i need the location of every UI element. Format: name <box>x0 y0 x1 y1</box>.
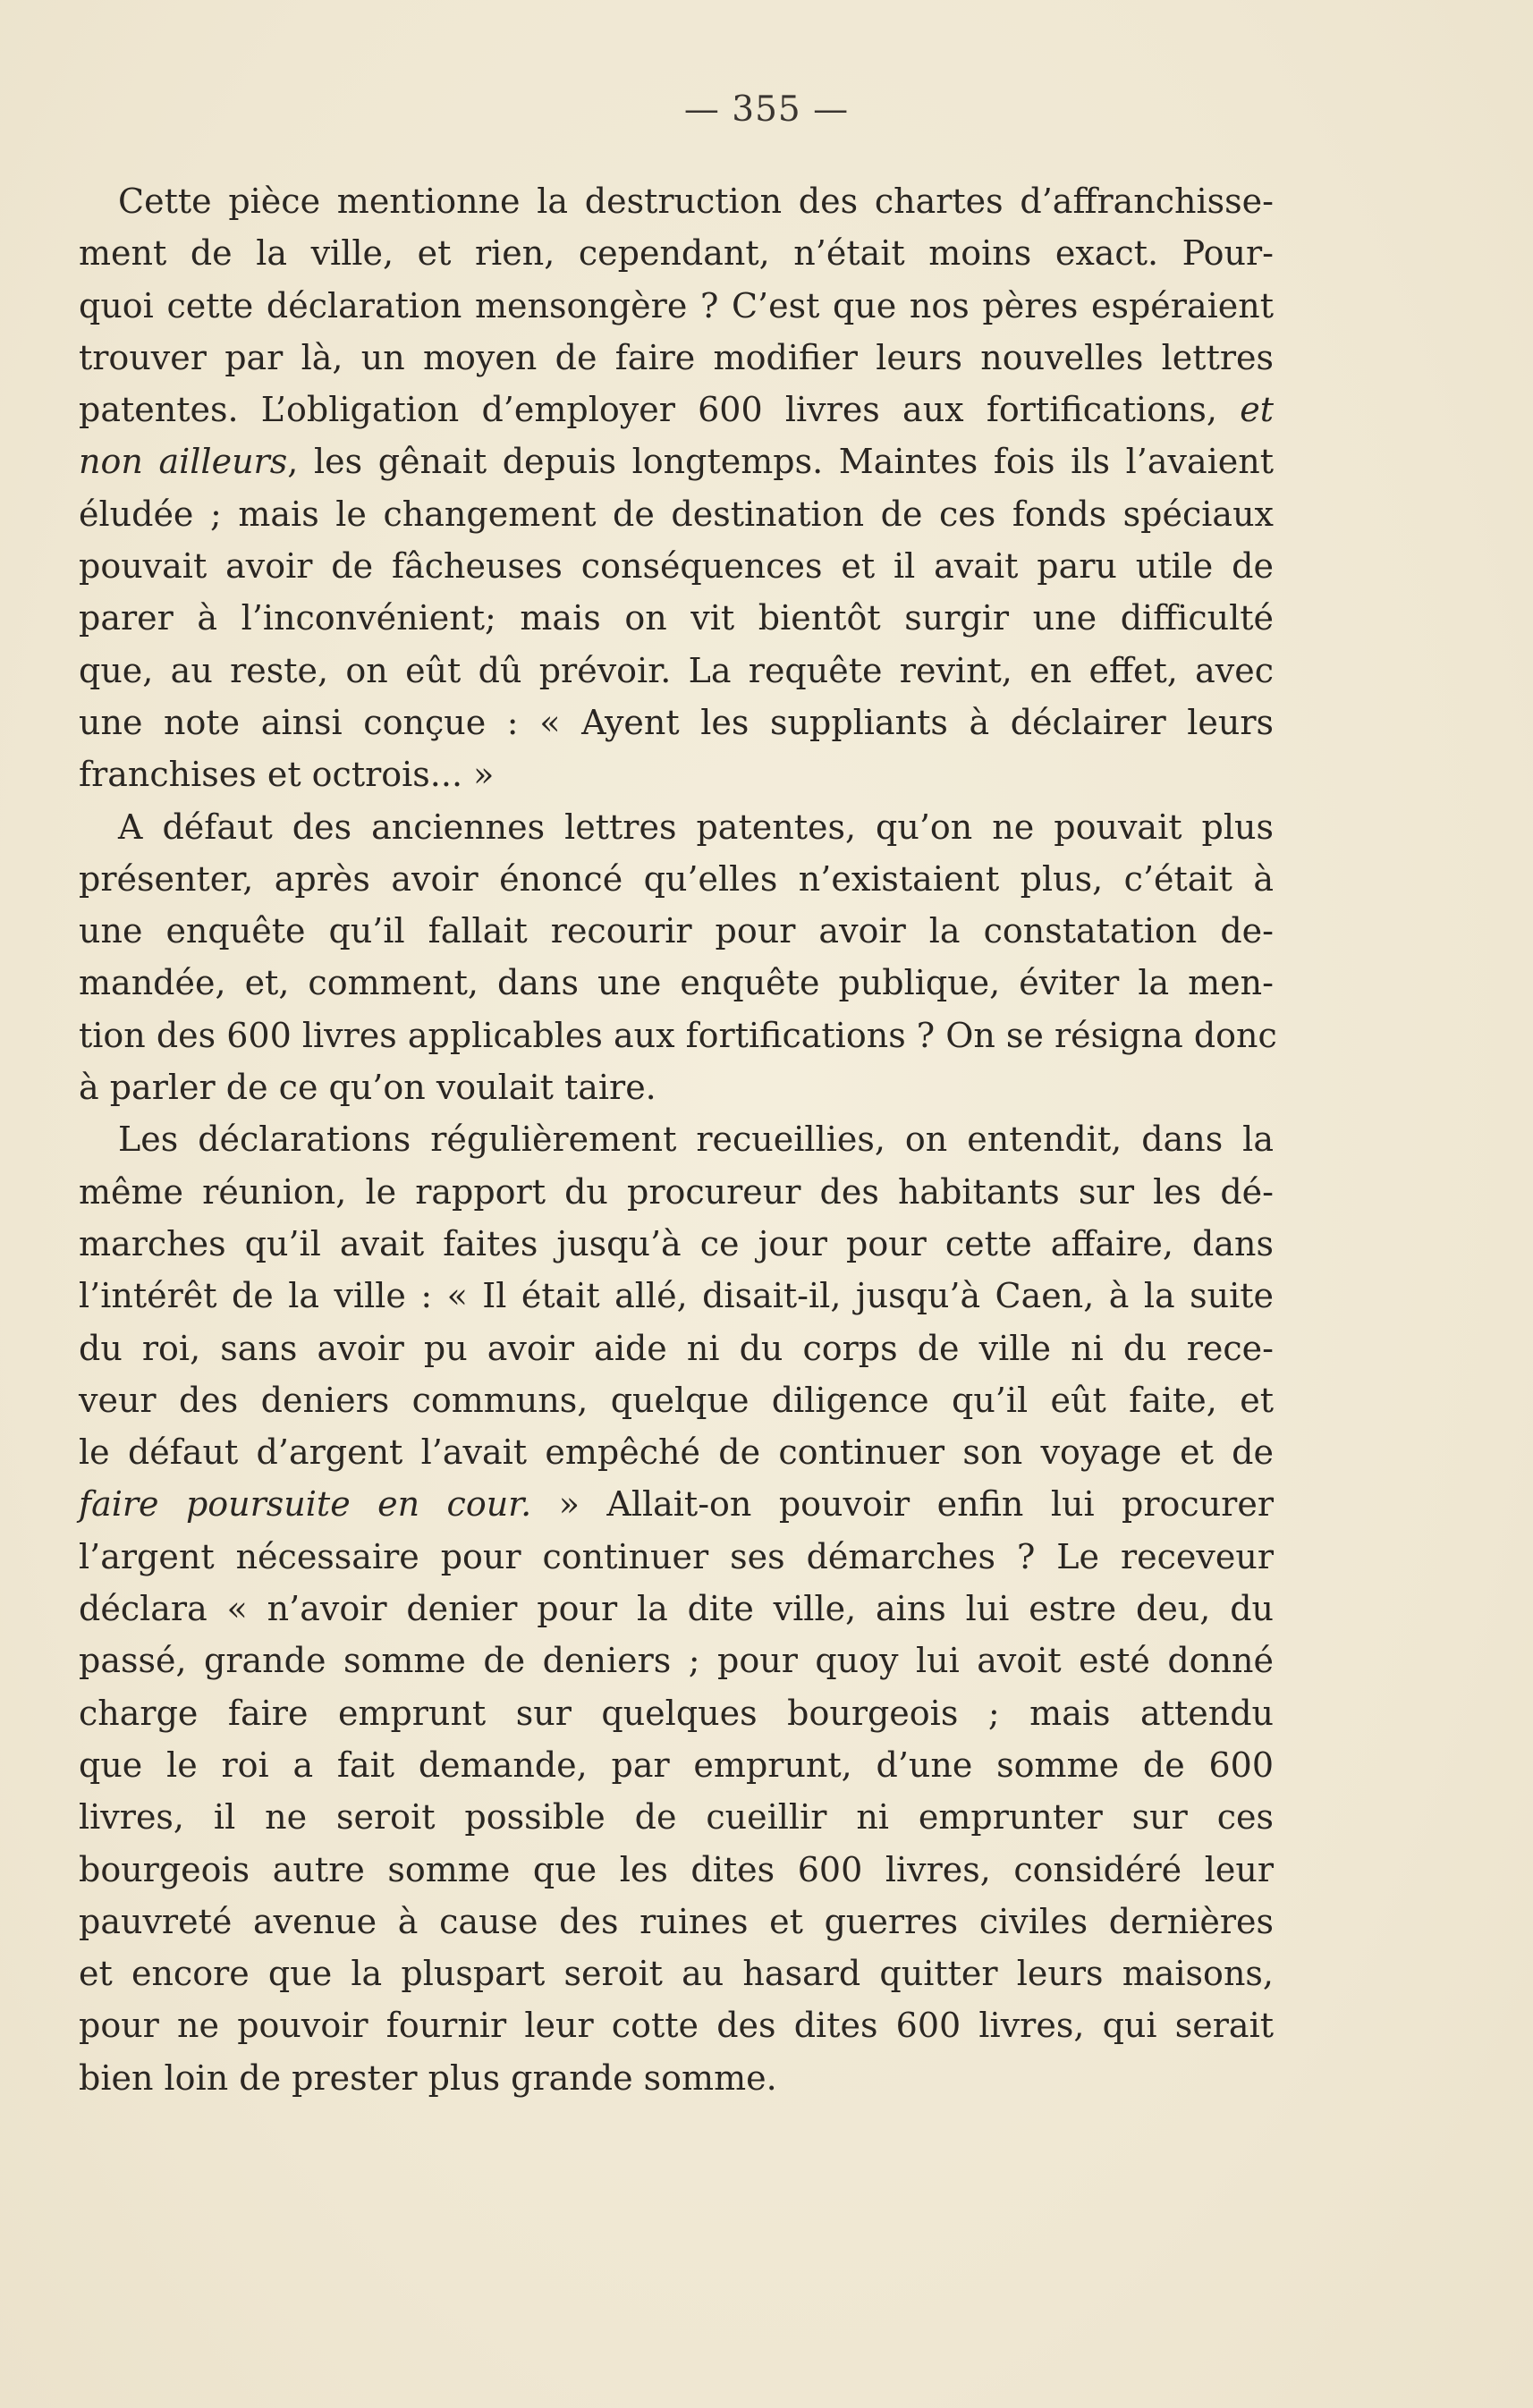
text-line: parer à l’inconvénient; mais on vit bientôt surgir une difficulté <box>79 598 1274 638</box>
text-line: à parler de ce qu’on voulait taire. <box>79 1068 656 1108</box>
text-line: marches qu’il avait faites jusqu’à ce jour pour cette affaire, dans <box>79 1223 1274 1263</box>
text-line: tion des 600 livres applicables aux fortifications ? On se résigna donc <box>79 1015 1277 1055</box>
text-line: une note ainsi conçue : « Ayent les suppliants à déclairer leurs <box>79 702 1274 742</box>
text-line: pouvait avoir de fâcheuses conséquences et il avait paru utile de <box>79 546 1274 587</box>
text-line: pauvreté avenue à cause des ruines et guerres civiles dernières <box>79 1901 1274 1941</box>
text-line: A défaut des anciennes lettres patentes, qu’on ne pouvait plus <box>118 807 1274 847</box>
body-text <box>79 175 1277 2104</box>
text-line <box>79 435 1274 487</box>
text-line: que, au reste, on eût dû prévoir. La requête revint, en effet, avec <box>79 650 1274 690</box>
text-line: pour ne pouvoir fournir leur cotte des dites 600 livres, qui serait <box>79 2006 1274 2046</box>
text-line: du roi, sans avoir pu avoir aide ni du corps de ville ni du rece- <box>79 1328 1274 1368</box>
page-number: — 355 — <box>683 89 850 130</box>
text-segment: » Allait-on pouvoir enfin lui procurer <box>531 1484 1274 1525</box>
text-line: l’intérêt de la ville : « Il était allé, disait-il, jusqu’à Caen, à la suite <box>79 1276 1274 1316</box>
text-line: Cette pièce mentionne la destruction des chartes d’affranchisse- <box>118 182 1274 221</box>
text-line: l’argent nécessaire pour continuer ses démarches ? Le receveur <box>79 1536 1274 1576</box>
text-line: et encore que la pluspart seroit au hasard quitter leurs maisons, <box>79 1954 1274 1994</box>
italic-text: et <box>1240 390 1274 430</box>
text-line: éludée ; mais le changement de destination de ces fonds spéciaux <box>79 494 1274 534</box>
text-line: bourgeois autre somme que les dites 600 livres, considéré leur <box>79 1849 1274 1889</box>
text-line: livres, il ne seroit possible de cueillir ni emprunter sur ces <box>79 1797 1274 1838</box>
text-line: veur des deniers communs, quelque diligence qu’il eût faite, et <box>79 1380 1274 1420</box>
text-segment: , les gênait depuis longtemps. Maintes fois ils l’avaient <box>287 442 1274 482</box>
text-line: quoi cette déclaration mensongère ? C’est que nos pères espéraient <box>79 285 1274 325</box>
text-line: mandée, et, comment, dans une enquête publique, éviter la men- <box>79 963 1274 1003</box>
text-line: ment de la ville, et rien, cependant, n’était moins exact. Pour- <box>79 233 1274 274</box>
text-line: bien loin de prester plus grande somme. <box>79 2057 777 2098</box>
text-line: franchises et octrois... » <box>79 755 495 795</box>
text-line <box>79 1478 1274 1530</box>
italic-text: faire poursuite en cour. <box>79 1484 532 1525</box>
text-line: déclara « n’avoir denier pour la dite ville, ains lui estre deu, du <box>79 1589 1274 1629</box>
text-line: présenter, après avoir énoncé qu’elles n’existaient plus, c’était à <box>79 858 1274 899</box>
italic-text: non ailleurs <box>79 442 288 482</box>
text-line: trouver par là, un moyen de faire modifier leurs nouvelles lettres <box>79 337 1274 377</box>
text-line: le défaut d’argent l’avait empêché de continuer son voyage et de <box>79 1432 1274 1473</box>
text-line <box>79 384 1274 435</box>
text-line: même réunion, le rapport du procureur des habitants sur les dé- <box>79 1171 1274 1212</box>
text-line: Les déclarations régulièrement recueillies, on entendit, dans la <box>118 1120 1274 1160</box>
text-line: une enquête qu’il fallait recourir pour avoir la constatation de- <box>79 911 1274 951</box>
text-line: passé, grande somme de deniers ; pour quoy lui avoit esté donné <box>79 1641 1274 1681</box>
text-segment: patentes. L’obligation d’employer 600 livres aux fortifications, <box>79 390 1241 430</box>
text-line: que le roi a fait demande, par emprunt, d’une somme de 600 <box>79 1745 1274 1785</box>
text-line: charge faire emprunt sur quelques bourgeois ; mais attendu <box>79 1693 1274 1733</box>
